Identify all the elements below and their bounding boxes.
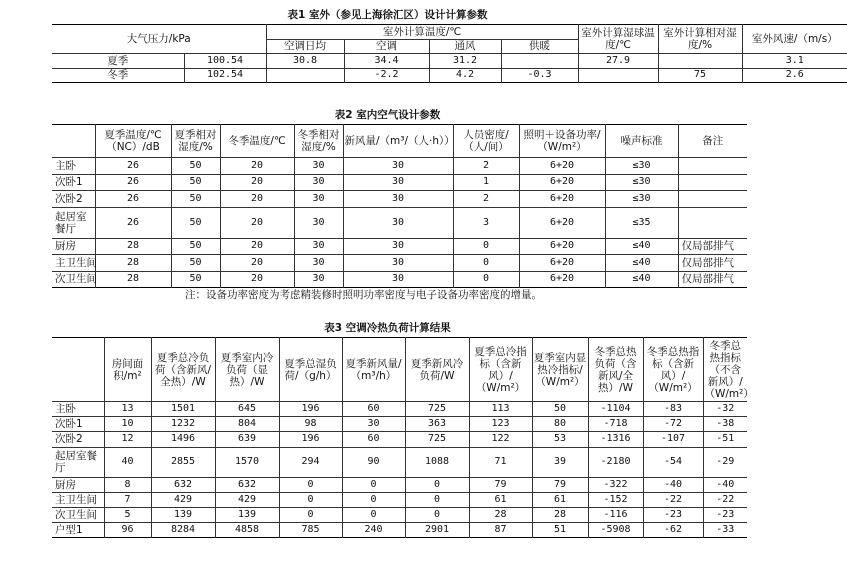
cell: ≤30	[605, 191, 678, 208]
cell: -23	[643, 507, 703, 522]
cell: 2855	[151, 447, 215, 477]
cell: 12	[104, 432, 151, 447]
cell: 0	[279, 507, 342, 522]
cell: 123	[469, 417, 532, 432]
cell: 20	[220, 255, 294, 272]
cell: 7	[104, 492, 151, 507]
cell: 6+20	[519, 238, 605, 255]
cell: 6+20	[519, 191, 605, 208]
cell: -116	[588, 507, 643, 522]
cell: -40	[643, 477, 703, 492]
row-label: 主卫生间	[55, 256, 97, 269]
cell: 79	[532, 477, 588, 492]
header-cell: 噪声标准	[605, 125, 678, 158]
row-label: 次卧1	[55, 176, 83, 189]
cell	[678, 207, 747, 238]
subheader: 空调	[344, 39, 429, 54]
cell: 363	[405, 417, 469, 432]
cell: 6+20	[519, 271, 605, 288]
outdoor-temp-header: 室外计算温度/℃	[266, 25, 578, 40]
cell: 2	[453, 158, 519, 175]
row-label: 户型1	[55, 524, 83, 537]
cell: -1104	[588, 402, 643, 417]
cell: 30	[343, 158, 453, 175]
cell: 34.4	[344, 54, 429, 69]
cell: 90	[342, 447, 405, 477]
wetbulb-header: 室外计算湿球温度/℃	[578, 25, 658, 54]
cell: 30	[294, 191, 343, 208]
header-cell: 冬季相对湿度/%	[294, 125, 343, 158]
cell: -62	[643, 523, 703, 538]
cell: 30	[343, 238, 453, 255]
header-cell: 夏季新风量/（m³/h）	[342, 338, 405, 402]
cell: 50	[171, 158, 220, 175]
cell: 50	[171, 174, 220, 191]
cell: -29	[703, 447, 747, 477]
row-label: 次卧2	[55, 433, 83, 446]
cell: -83	[643, 402, 703, 417]
indoor-params-table	[52, 124, 747, 288]
table-row	[52, 447, 747, 477]
cell: -107	[643, 432, 703, 447]
cell: 40	[104, 447, 151, 477]
cell: 10	[104, 417, 151, 432]
cell: 632	[215, 477, 279, 492]
cell: 50	[171, 191, 220, 208]
cell: 8	[104, 477, 151, 492]
row-label: 次卫生间	[55, 273, 97, 286]
table-row	[52, 507, 747, 522]
cell: 645	[215, 402, 279, 417]
cell: -1316	[588, 432, 643, 447]
cell: ≤40	[605, 255, 678, 272]
table-row	[52, 271, 747, 288]
cell: 31.2	[429, 54, 501, 69]
cell: 8284	[151, 523, 215, 538]
cell: 632	[151, 477, 215, 492]
header-cell: 夏季温度/℃（NC）/dB	[95, 125, 171, 158]
table-row	[52, 207, 747, 238]
table-row	[52, 417, 747, 432]
table-row	[52, 432, 747, 447]
cell: 30	[343, 255, 453, 272]
cell: 50	[171, 271, 220, 288]
header-cell: 夏季室内冷负荷（显热）/W	[215, 338, 279, 402]
cell: 2901	[405, 523, 469, 538]
cell: 725	[405, 432, 469, 447]
cell: ≤30	[605, 158, 678, 175]
cell: ≤30	[605, 174, 678, 191]
cell: 102.54	[184, 68, 266, 83]
cell: 61	[469, 492, 532, 507]
cell: 30	[343, 271, 453, 288]
cell: 0	[453, 271, 519, 288]
outdoor-params-table	[52, 24, 847, 83]
header-cell: 夏季新风冷负荷/W	[405, 338, 469, 402]
cell: 1570	[215, 447, 279, 477]
cell: 50	[171, 207, 220, 238]
header-cell: 夏季室内显热冷指标/（W/m²）	[532, 338, 588, 402]
cell: -38	[703, 417, 747, 432]
cell: -72	[643, 417, 703, 432]
header-cell: 人员密度/（人/间）	[453, 125, 519, 158]
pressure-header: 大气压力/kPa	[126, 33, 191, 45]
load-results-table	[52, 337, 754, 538]
cell: 51	[532, 523, 588, 538]
cell: -33	[703, 523, 747, 538]
header-cell: 夏季总冷负荷（含新风/全热）/W	[151, 338, 215, 402]
cell: 113	[469, 402, 532, 417]
header-cell: 夏季相对湿度/%	[171, 125, 220, 158]
cell	[678, 158, 747, 175]
cell	[658, 54, 742, 69]
cell: 39	[532, 447, 588, 477]
cell: 30	[294, 255, 343, 272]
cell	[501, 54, 578, 69]
cell: 26	[95, 191, 171, 208]
cell: -2180	[588, 447, 643, 477]
table2-caption: 表2 室内空气设计参数	[334, 109, 441, 121]
cell: -32	[703, 402, 747, 417]
cell: 6+20	[519, 207, 605, 238]
cell: 0	[453, 255, 519, 272]
cell: 2	[453, 191, 519, 208]
cell: 0	[405, 507, 469, 522]
cell: -22	[703, 492, 747, 507]
cell: -54	[643, 447, 703, 477]
cell: 71	[469, 447, 532, 477]
row-label: 厨房	[55, 478, 76, 491]
cell: 1	[453, 174, 519, 191]
cell: 30	[294, 174, 343, 191]
cell: 30	[343, 174, 453, 191]
cell: 50	[171, 255, 220, 272]
cell: 98	[279, 417, 342, 432]
cell: 639	[215, 432, 279, 447]
cell: ≤40	[605, 271, 678, 288]
cell: 725	[405, 402, 469, 417]
subheader: 供暖	[501, 39, 578, 54]
cell: -718	[588, 417, 643, 432]
row-label: 厨房	[55, 240, 76, 253]
cell: 3	[453, 207, 519, 238]
cell: 28	[532, 507, 588, 522]
wind-header: 室外风速/（m/s）	[742, 25, 847, 54]
table3-caption: 表3 空调冷热负荷计算结果	[324, 322, 451, 334]
header-cell	[52, 338, 104, 402]
table-row	[52, 68, 847, 83]
cell: 26	[95, 158, 171, 175]
cell: 3.1	[742, 54, 847, 69]
cell: -22	[643, 492, 703, 507]
cell: 1088	[405, 447, 469, 477]
row-label: 起居室餐厅	[55, 450, 97, 475]
header-cell: 冬季总热指标（含新风）/（W/m²）	[643, 338, 703, 402]
cell: 785	[279, 523, 342, 538]
cell: 6+20	[519, 255, 605, 272]
cell: 53	[532, 432, 588, 447]
cell: 20	[220, 207, 294, 238]
cell: 0	[342, 507, 405, 522]
cell: 30	[294, 207, 343, 238]
cell: 30	[294, 158, 343, 175]
cell: 122	[469, 432, 532, 447]
table-row	[52, 191, 747, 208]
cell: 1496	[151, 432, 215, 447]
cell: -152	[588, 492, 643, 507]
cell: 30	[343, 191, 453, 208]
cell: 26	[95, 174, 171, 191]
cell: 60	[342, 402, 405, 417]
cell: -51	[703, 432, 747, 447]
header-cell	[52, 125, 95, 158]
cell: 429	[215, 492, 279, 507]
cell: 1232	[151, 417, 215, 432]
cell: 5	[104, 507, 151, 522]
cell: 仅局部排气	[678, 271, 747, 288]
cell: 50	[532, 402, 588, 417]
cell: 30	[294, 238, 343, 255]
cell: 139	[215, 507, 279, 522]
cell: 30	[343, 207, 453, 238]
cell: 30	[294, 271, 343, 288]
cell: -5908	[588, 523, 643, 538]
cell: 仅局部排气	[678, 255, 747, 272]
cell: -322	[588, 477, 643, 492]
cell: -0.3	[501, 68, 578, 83]
cell: 26	[95, 207, 171, 238]
cell: 196	[279, 432, 342, 447]
header-cell: 备注	[678, 125, 747, 158]
cell: 20	[220, 174, 294, 191]
cell: 4858	[215, 523, 279, 538]
cell: 87	[469, 523, 532, 538]
cell: 28	[95, 255, 171, 272]
cell: ≤40	[605, 238, 678, 255]
row-label: 主卧	[55, 403, 76, 416]
cell: 30	[342, 417, 405, 432]
subheader: 通风	[429, 39, 501, 54]
header-cell: 夏季总湿负荷/（g/h）	[279, 338, 342, 402]
cell: 4.2	[429, 68, 501, 83]
row-label: 次卫生间	[55, 509, 97, 522]
cell: 28	[95, 271, 171, 288]
rh-header: 室外计算相对湿度/%	[658, 25, 742, 54]
cell: 20	[220, 191, 294, 208]
cell: 79	[469, 477, 532, 492]
cell: 139	[151, 507, 215, 522]
cell: 28	[469, 507, 532, 522]
cell: 429	[151, 492, 215, 507]
cell: 75	[658, 68, 742, 83]
table-row	[52, 238, 747, 255]
cell: -40	[703, 477, 747, 492]
header-cell: 照明＋设备功率/（W/m²）	[519, 125, 605, 158]
table-row	[52, 492, 747, 507]
cell: 2.6	[742, 68, 847, 83]
table-row	[52, 158, 747, 175]
cell: 294	[279, 447, 342, 477]
cell: 80	[532, 417, 588, 432]
cell	[578, 68, 658, 83]
cell: 28	[95, 238, 171, 255]
cell	[678, 191, 747, 208]
cell: 30.8	[266, 54, 344, 69]
header-cell: 新风量/（m³/（人·h））	[343, 125, 453, 158]
table-row	[52, 402, 747, 417]
cell: 96	[104, 523, 151, 538]
row-label: 夏季	[107, 54, 129, 67]
cell: 0	[453, 238, 519, 255]
cell	[266, 68, 344, 83]
cell: 0	[279, 477, 342, 492]
cell: 61	[532, 492, 588, 507]
cell: 仅局部排气	[678, 238, 747, 255]
table-row	[52, 255, 747, 272]
cell: 6+20	[519, 174, 605, 191]
cell: 27.9	[578, 54, 658, 69]
row-label: 起居室餐厅	[55, 210, 87, 235]
cell: 0	[342, 492, 405, 507]
cell: 20	[220, 238, 294, 255]
cell: 6+20	[519, 158, 605, 175]
cell: 20	[220, 158, 294, 175]
cell: 0	[405, 477, 469, 492]
subheader: 空调日均	[266, 39, 344, 54]
table1-caption: 表1 室外（参见上海徐汇区）设计计算参数	[287, 9, 488, 21]
table-row	[52, 174, 747, 191]
cell: -2.2	[344, 68, 429, 83]
header-cell: 冬季总热负荷（含新风/全热）/W	[588, 338, 643, 402]
cell: 50	[171, 238, 220, 255]
row-label: 次卧1	[55, 418, 83, 431]
row-label: 主卧	[55, 159, 76, 172]
cell: 0	[279, 492, 342, 507]
cell: 240	[342, 523, 405, 538]
table-row	[52, 523, 747, 538]
cell: 196	[279, 402, 342, 417]
cell: 100.54	[184, 54, 266, 69]
header-cell: 夏季总冷指标（含新风）/（W/m²）	[469, 338, 532, 402]
row-label: 冬季	[107, 69, 129, 82]
header-cell: 房间面积/m²	[104, 338, 151, 402]
row-label: 主卫生间	[55, 493, 97, 506]
cell: 1501	[151, 402, 215, 417]
cell: 60	[342, 432, 405, 447]
table2-note: 注：设备功率密度为考虑精装修时照明功率密度与电子设备功率密度的增量。	[185, 289, 542, 301]
cell: 804	[215, 417, 279, 432]
table-row	[52, 54, 847, 69]
table2-header-row	[52, 125, 747, 158]
table3-header-row	[52, 338, 747, 402]
cell: 0	[405, 492, 469, 507]
header-cell: 冬季总热指标（不含新风）/（W/m²）	[704, 339, 754, 400]
cell: 0	[342, 477, 405, 492]
cell: -23	[703, 507, 747, 522]
cell: 13	[104, 402, 151, 417]
cell: ≤35	[605, 207, 678, 238]
table-row	[52, 477, 747, 492]
row-label: 次卧2	[55, 192, 83, 205]
header-cell: 冬季温度/℃	[220, 125, 294, 158]
cell: 20	[220, 271, 294, 288]
cell	[678, 174, 747, 191]
